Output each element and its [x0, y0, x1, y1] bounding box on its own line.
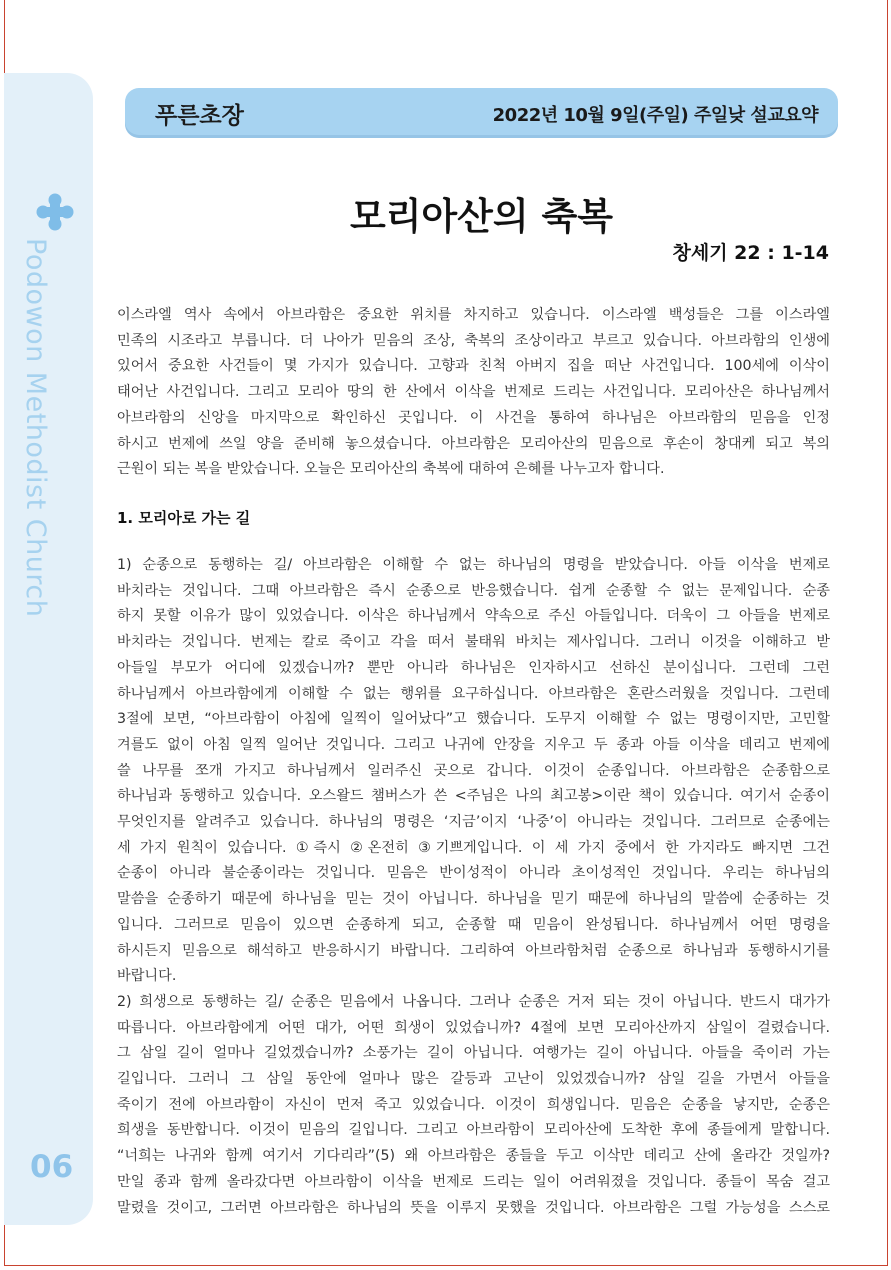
- text-line: 있어서 중요한 사건들이 몇 가지가 있습니다. 고향과 친척 아버지 집을 떠난 사건입니다. 100세에 이삭이: [117, 358, 830, 375]
- text-line: 하나님께서 아브라함에게 이해할 수 없는 행위를 요구하십니다. 아브라함은 혼란스러웠을 것입니다. 그런데: [117, 685, 830, 702]
- text-line: 1) 순종으로 동행하는 길/ 아브라함은 이해할 수 없는 하나님의 명령을 받았습니다. 아들 이삭을 번제로: [117, 557, 830, 573]
- text-line: “너희는 나귀와 함께 여기서 기다리라”(5) 왜 아브라함은 종들을 두고 이삭만 데리고 산에 올라간 것일까?: [117, 1148, 830, 1165]
- sermon-title: 모리아산의 축복: [349, 194, 614, 238]
- text-line: 바치라는 것입니다. 그때 아브라함은 즉시 순종으로 반응했습니다. 쉽게 순종할 수 없는 문제입니다. 순종: [117, 582, 830, 599]
- text-line: 무엇인지를 알려주고 있습니다. 하나님의 명령은 ‘지금’이지 ‘나중’이 아니라는 것입니다. 그러므로 순종에는: [117, 814, 830, 831]
- text-line: 3절에 보면, “아브라함이 아침에 일찍이 일어났다”고 했습니다. 도무지 이해할 수 없는 명령이지만, 고민할: [117, 711, 830, 728]
- column-name: 푸른초장: [155, 103, 244, 129]
- text-line: 아브라함의 신앙을 마지막으로 확인하신 곳입니다. 이 사건을 통하여 하나님은 아브라함의 믿음을 인정: [117, 409, 830, 426]
- text-line: 겨를도 없이 아침 일찍 일어난 것입니다. 그리고 나귀에 안장을 지우고 두 종과 아들 이삭을 데리고 번제에: [117, 736, 830, 753]
- text-line: 민족의 시조라고 부릅니다. 더 나아가 믿음의 조상, 축복의 조상이라고 부르고 있습니다. 아브라함의 인생에: [117, 332, 830, 349]
- text-line: 세 가지 원칙이 있습니다. ①즉시 ②온전히 ③기쁘게입니다. 이 세 가지 중에서 한 가지라도 빠지면 그건: [117, 839, 830, 856]
- text-line: 바랍니다.: [117, 968, 177, 985]
- text-line: 길입니다. 그러니 그 삼일 동안에 얼마나 많은 갈등과 고난이 있었겠습니까? 삼일 길을 가면서 아들을: [117, 1071, 830, 1088]
- text-line: 바치라는 것입니다. 번제는 칼로 죽이고 각을 떠서 불태워 바치는 제사입니다. 그러니 이것을 이해하고 받: [117, 634, 830, 651]
- section-heading: 1. 모리아로 가는 길: [117, 509, 251, 527]
- body-paragraphs: [117, 553, 830, 1221]
- text-line: 말렸을 것이고, 그러면 아브라함은 하나님의 뜻을 이루지 못했을 것입니다. 아브라함은 그럴 가능성을 스스로: [117, 1199, 830, 1216]
- text-line: 따릅니다. 아브라함에게 어떤 대가, 어떤 희생이 있었습니까? 4절에 보면 모리아산까지 삼일이 걸렸습니다.: [117, 1019, 830, 1036]
- scripture-reference: 창세기 22 : 1-14: [672, 242, 829, 264]
- text-line: 하나님과 동행하고 있습니다. 오스왈드 챔버스가 쓴 <주님은 나의 최고봉>이란 책이 있습니다. 여기서 순종이: [117, 788, 830, 805]
- text-line: 하시든지 믿음으로 해석하고 반응하시기 바랍니다. 그리하여 아브라함처럼 순종으로 하나님과 동행하시기를: [117, 942, 830, 959]
- church-name: Podowon Methodist Church: [20, 238, 51, 618]
- text-line: 아들일 부모가 어디에 있겠습니까? 뿐만 아니라 하나님은 인자하시고 선하신 분이십니다. 그런데 그런: [117, 659, 830, 676]
- text-line: 말씀을 순종하기 때문에 하나님을 믿는 것이 아닙니다. 하나님을 믿기 때문에 하나님의 말씀에 순종하는 것: [117, 891, 830, 908]
- side-band: [4, 73, 93, 1225]
- text-line: 순종이 아니라 불순종이라는 것입니다. 믿음은 반이성적이 아니라 초이성적인 것입니다. 우리는 하나님의: [117, 865, 830, 882]
- text-line: 이스라엘 역사 속에서 아브라함은 중요한 위치를 차지하고 있습니다. 이스라엘 백성들은 그를 이스라엘: [117, 307, 830, 323]
- intro-paragraph: [117, 303, 830, 483]
- text-line: 그 삼일 길이 얼마나 길었겠습니까? 소풍가는 길이 아닙니다. 여행가는 길이 아닙니다. 아들을 죽이러 가는: [117, 1045, 830, 1062]
- sermon-date: 2022년 10월 9일(주일) 주일낮 설교요약: [492, 105, 818, 126]
- text-line: 2) 희생으로 동행하는 길/ 순종은 믿음에서 나옵니다. 그러나 순종은 거저 되는 것이 아닙니다. 반드시 대가가: [117, 993, 830, 1010]
- text-line: 쓸 나무를 쪼개 가지고 하나님께서 일러주신 곳으로 갑니다. 이것이 순종입니다. 아브라함은 순종함으로: [117, 762, 830, 779]
- text-line: 입니다. 그러므로 믿음이 있으면 순종하게 되고, 순종할 때 믿음이 완성됩니다. 하나님께서 어떤 명령을: [117, 916, 830, 933]
- text-line: 태어난 사건입니다. 그리고 모리아 땅의 한 산에서 이삭을 번제로 드리는 사건입니다. 모리아산은 하나님께서: [117, 384, 830, 401]
- text-line: 희생을 동반합니다. 이것이 믿음의 길입니다. 그리고 아브라함이 모리아산에 도착한 후에 종들에게 말합니다.: [117, 1122, 830, 1139]
- header-banner: [125, 88, 838, 138]
- text-line: 죽이기 전에 아브라함이 자신이 먼저 죽고 있었습니다. 이것이 희생입니다. 믿음은 순종을 낳지만, 순종은: [117, 1096, 830, 1113]
- text-line: 근원이 되는 복을 받았습니다. 오늘은 모리아산의 축복에 대하여 은혜를 나누고자 합니다.: [117, 461, 665, 478]
- text-line: 만일 종과 함께 올라갔다면 아브라함이 이삭을 번제로 드리는 일이 어려워졌을 것입니다. 종들이 목숨 걸고: [117, 1173, 830, 1190]
- text-line: 하지 못할 이유가 많이 있었습니다. 이삭은 하나님께서 약속으로 주신 아들입니다. 더욱이 그 아들을 번제로: [117, 608, 830, 625]
- text-line: 하시고 번제에 쓰일 양을 준비해 놓으셨습니다. 아브라함은 모리아산의 믿음으로 후손이 창대케 되고 복의: [117, 435, 830, 452]
- page-number: 06: [30, 1149, 74, 1185]
